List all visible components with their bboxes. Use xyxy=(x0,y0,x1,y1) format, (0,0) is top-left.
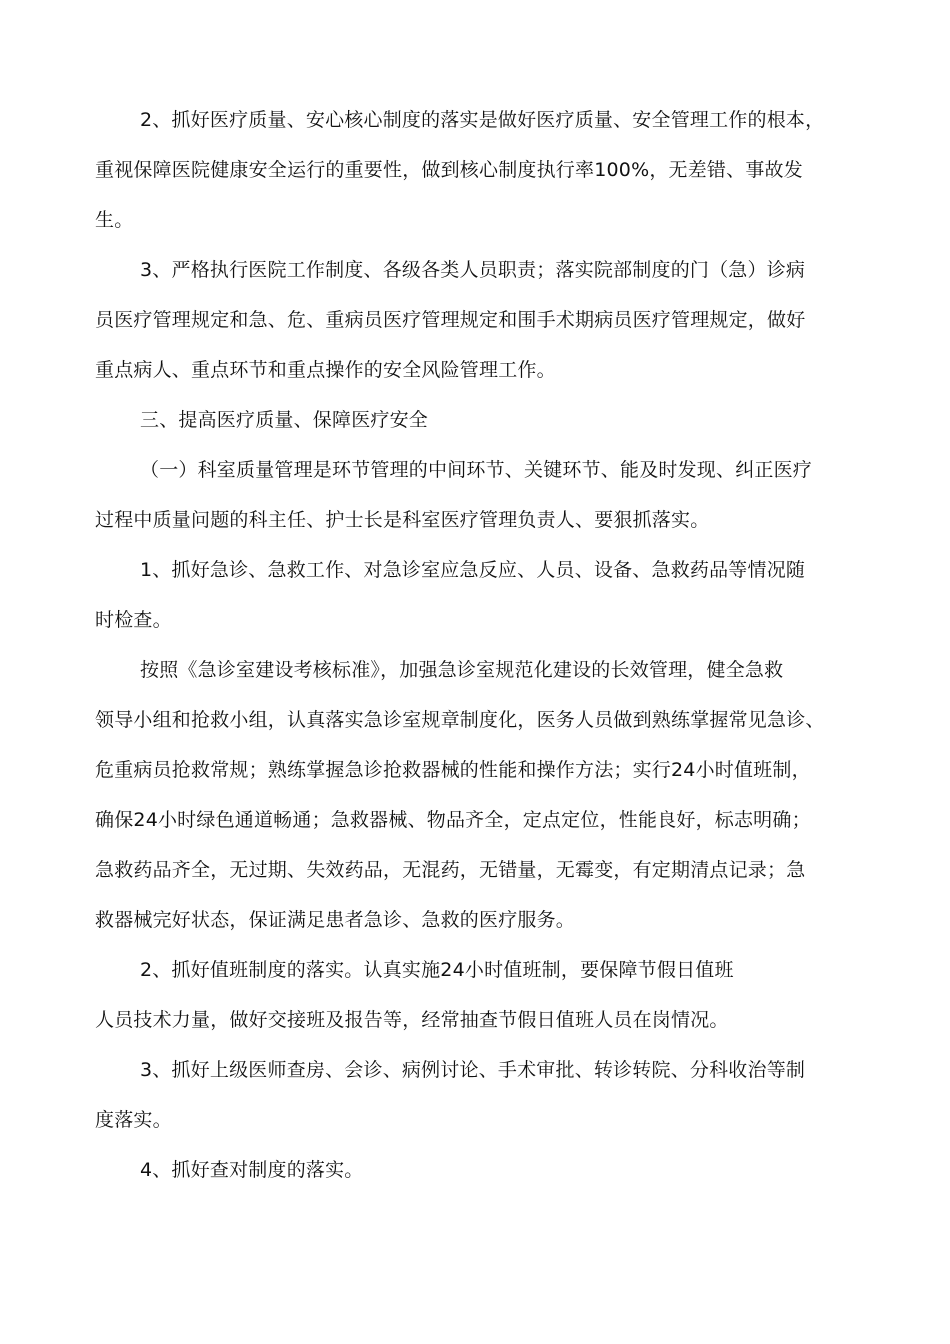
paragraph-line: 2、抓好医疗质量、安心核心制度的落实是做好医疗质量、安全管理工作的根本， xyxy=(140,109,825,131)
paragraph-line: 过程中质量问题的科主任、护士长是科室医疗管理负责人、要狠抓落实。 xyxy=(95,509,710,531)
paragraph-line: 领导小组和抢救小组，认真落实急诊室规章制度化，医务人员做到熟练掌握常见急诊、 xyxy=(95,709,825,731)
paragraph-line: 3、抓好上级医师查房、会诊、病例讨论、手术审批、转诊转院、分科收治等制 xyxy=(140,1059,806,1081)
paragraph-line: 按照《急诊室建设考核标准》，加强急诊室规范化建设的长效管理，健全急救 xyxy=(140,659,784,681)
paragraph-line: 急救药品齐全，无过期、失效药品，无混药，无错量，无霉变，有定期清点记录；急 xyxy=(95,859,806,881)
paragraph-line: 确保24小时绿色通道畅通；急救器械、物品齐全，定点定位，性能良好，标志明确； xyxy=(95,809,811,831)
paragraph-line: 3、严格执行医院工作制度、各级各类人员职责；落实院部制度的门（急）诊病 xyxy=(140,259,806,281)
paragraph-line: 救器械完好状态，保证满足患者急诊、急救的医疗服务。 xyxy=(95,909,576,931)
paragraph-line: 员医疗管理规定和急、危、重病员医疗管理规定和围手术期病员医疗管理规定，做好 xyxy=(95,309,806,331)
paragraph-line: 生。 xyxy=(95,209,134,231)
section-heading: 三、提高医疗质量、保障医疗安全 xyxy=(140,409,429,431)
paragraph-line: 4、抓好查对制度的落实。 xyxy=(140,1159,364,1181)
paragraph-line: 重视保障医院健康安全运行的重要性，做到核心制度执行率100%，无差错、事故发 xyxy=(95,159,803,181)
paragraph-line: 度落实。 xyxy=(95,1109,172,1131)
paragraph-line: 2、抓好值班制度的落实。认真实施24小时值班制，要保障节假日值班 xyxy=(140,959,734,981)
paragraph-line: 危重病员抢救常规；熟练掌握急诊抢救器械的性能和操作方法；实行24小时值班制， xyxy=(95,759,811,781)
paragraph-line: 重点病人、重点环节和重点操作的安全风险管理工作。 xyxy=(95,359,556,381)
paragraph-line: 时检查。 xyxy=(95,609,172,631)
paragraph-line: 人员技术力量，做好交接班及报告等，经常抽查节假日值班人员在岗情况。 xyxy=(95,1009,729,1031)
paragraph-line: 1、抓好急诊、急救工作、对急诊室应急反应、人员、设备、急救药品等情况随 xyxy=(140,559,806,581)
paragraph-line: （一）科室质量管理是环节管理的中间环节、关键环节、能及时发现、纠正医疗 xyxy=(140,459,813,481)
